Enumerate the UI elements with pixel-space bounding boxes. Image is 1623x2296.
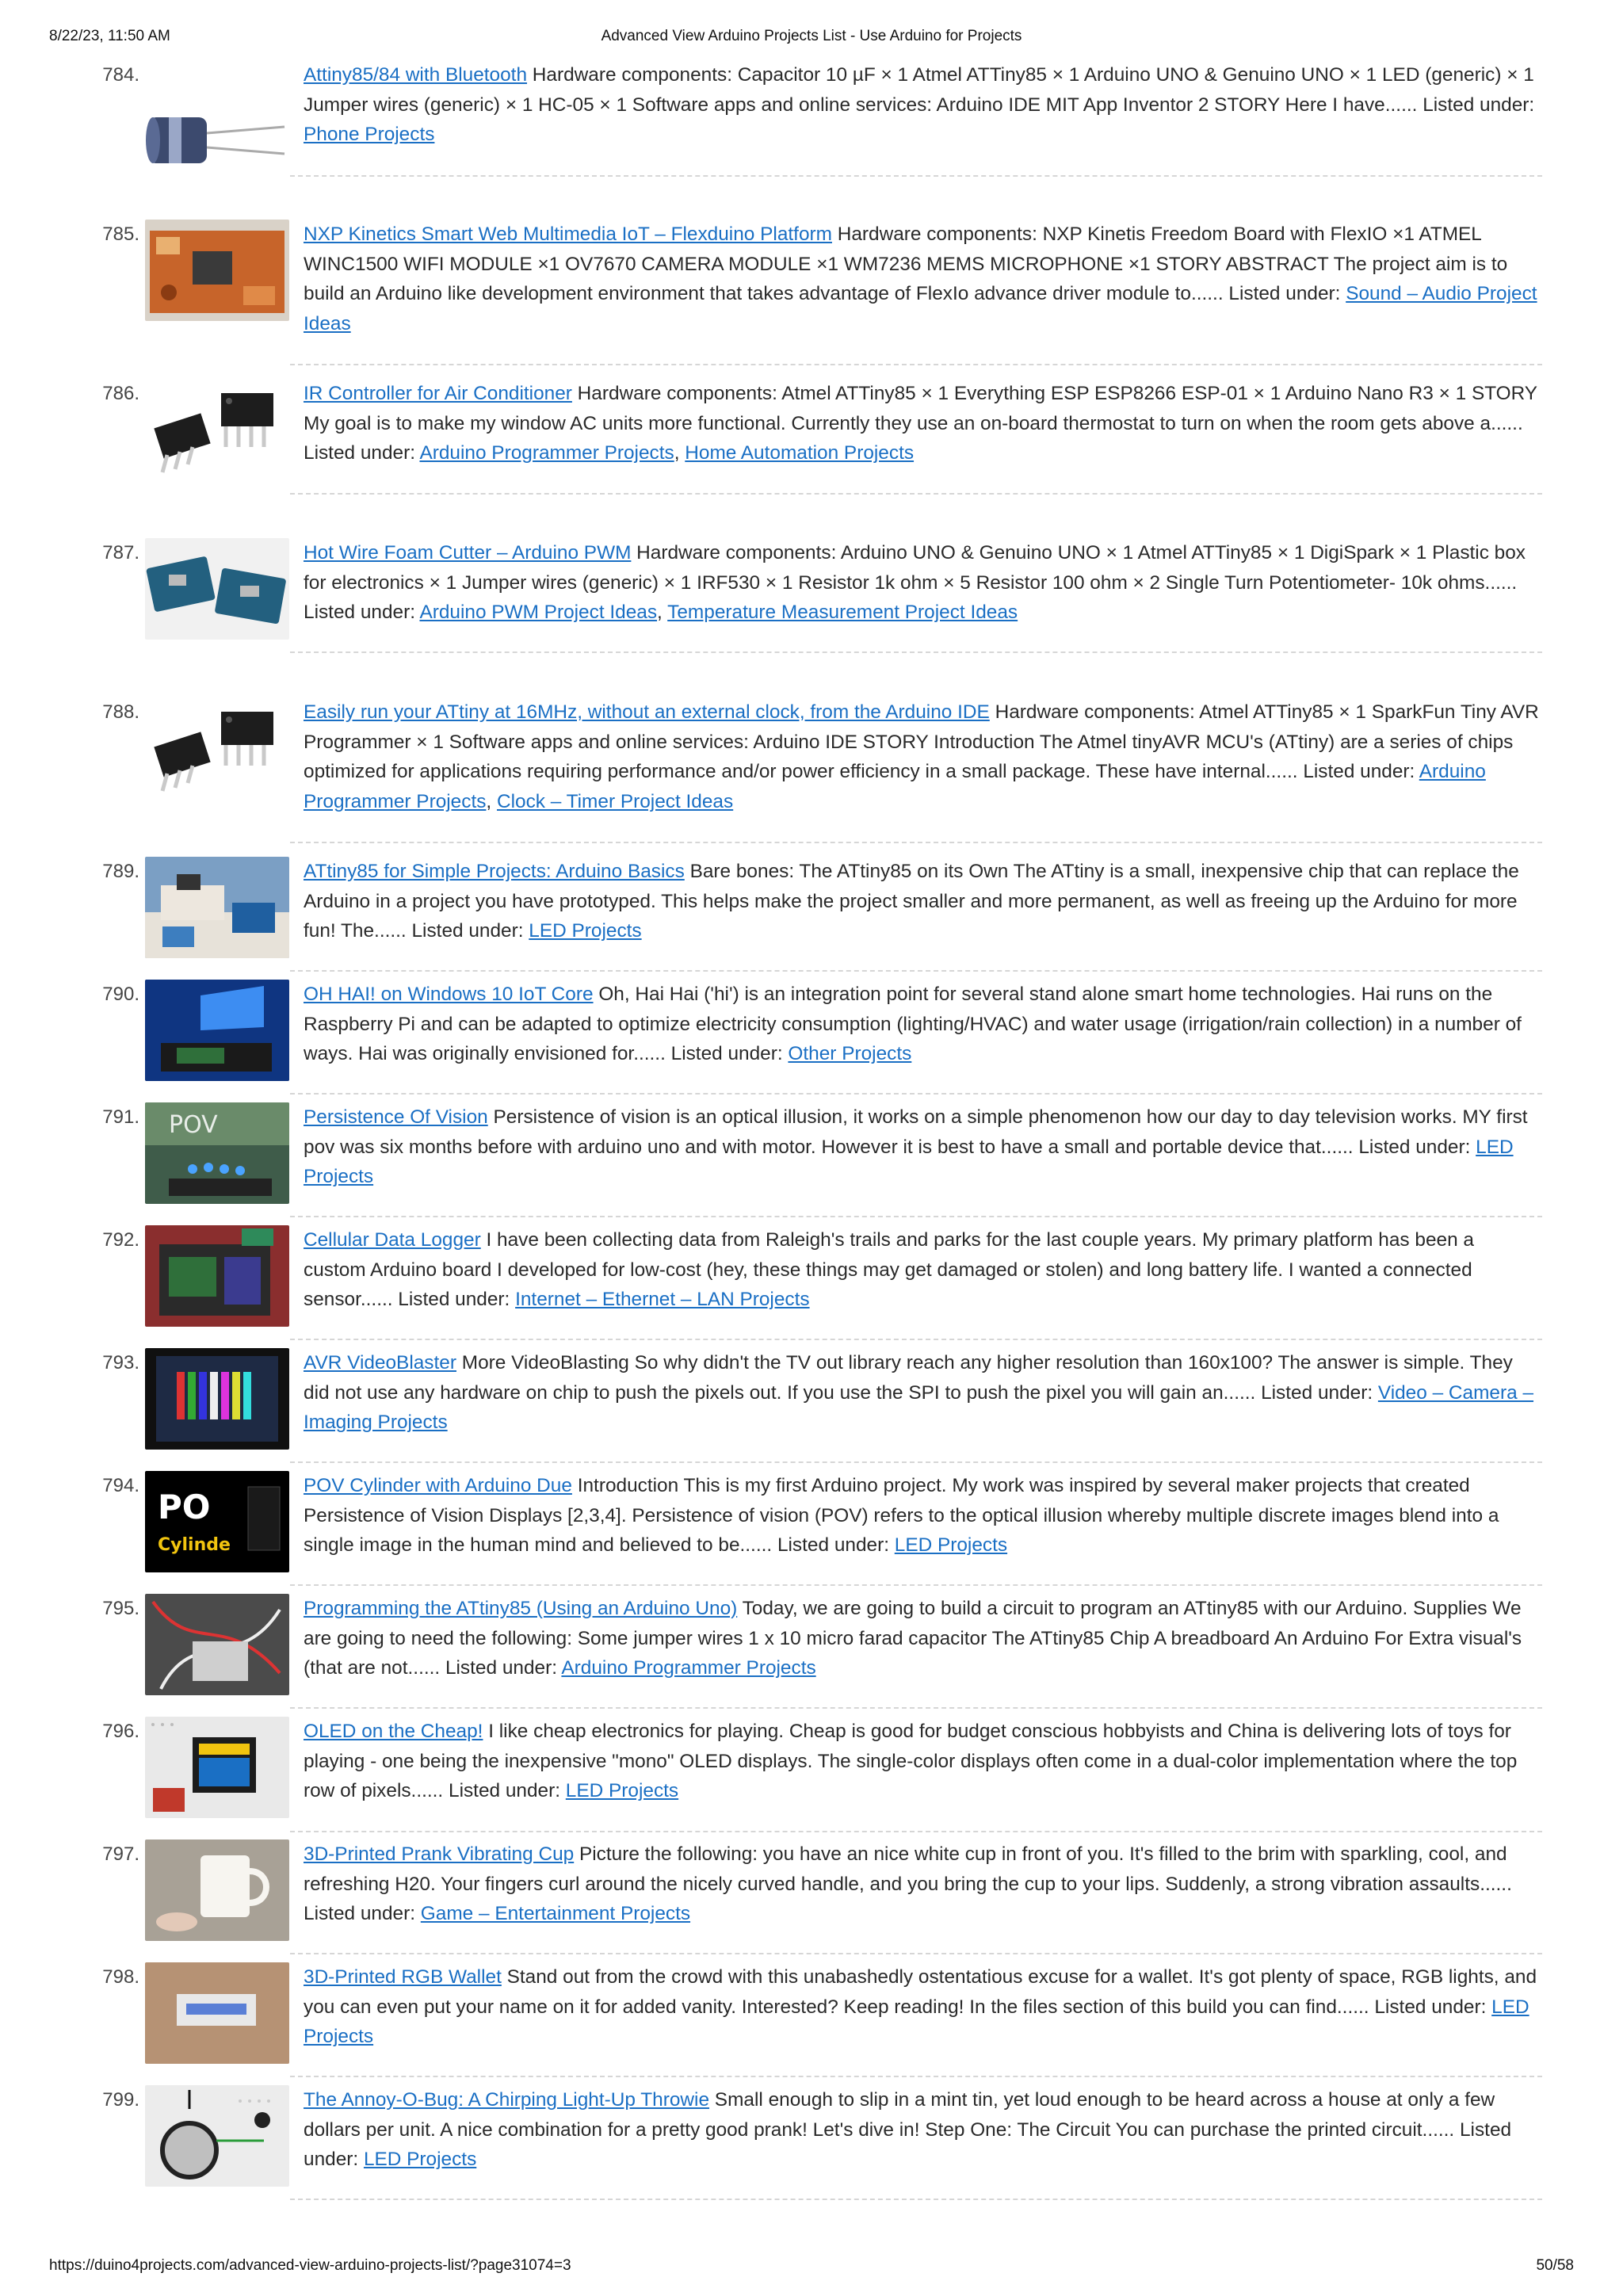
- project-thumbnail[interactable]: [145, 1102, 289, 1204]
- item-number: 795.: [102, 1598, 139, 1619]
- project-title-link[interactable]: POV Cylinder with Arduino Due: [304, 1475, 572, 1496]
- project-thumbnail[interactable]: [145, 697, 289, 799]
- item-number: 791.: [102, 1106, 139, 1128]
- project-description: [304, 857, 1541, 946]
- item-number: 796.: [102, 1721, 139, 1742]
- project-summary: I have been collecting data from Raleigh's trails and parks for the last couple years. My primary platform has been a custom Arduino board I developed for low-cost (hey, these things may get damaged or stolen) and long battery life. I wanted a connected sensor......: [304, 1229, 1474, 1311]
- category-link[interactable]: Phone Projects: [304, 124, 435, 146]
- item-divider: [290, 1339, 1542, 1340]
- svg-text:PO: PO: [158, 1488, 211, 1526]
- project-thumbnail[interactable]: [145, 980, 289, 1081]
- project-title-link[interactable]: OH HAI! on Windows 10 IoT Core: [304, 984, 594, 1005]
- item-number: 786.: [102, 383, 139, 404]
- project-thumbnail[interactable]: [145, 1839, 289, 1941]
- item-divider: [290, 970, 1542, 972]
- project-description: [304, 1839, 1541, 1929]
- listed-under-label: Listed under:: [304, 602, 420, 624]
- project-title-link[interactable]: Persistence Of Vision: [304, 1106, 488, 1128]
- project-thumbnail[interactable]: [145, 1471, 289, 1572]
- project-description: [304, 1962, 1541, 2052]
- listed-under-label: Listed under:: [449, 1780, 566, 1802]
- category-link[interactable]: Arduino Programmer Projects: [419, 442, 674, 464]
- listed-under-label: Listed under:: [1374, 1996, 1492, 2018]
- item-divider: [290, 1461, 1542, 1463]
- item-divider: [290, 1831, 1542, 1832]
- project-summary: Hardware components: Atmel ATTiny85 × 1 Everything ESP ESP8266 ESP-01 × 1 Arduino Nano R3 × 1 STORY My goal is to make my window AC units more functional. Currently they use an on-board thermostat to turn on when the room gets above a......: [304, 383, 1537, 434]
- project-description: [304, 538, 1541, 628]
- listed-under-label: Listed under:: [445, 1657, 562, 1679]
- print-page-title: Advanced View Arduino Projects List - Use Arduino for Projects: [601, 28, 1022, 44]
- project-summary: Introduction This is my first Arduino project. My work was inspired by several maker projects that created Persistence of Vision Displays [2,3,4]. Persistence of vision (POV) refers to the optical illusion whereby multiple discrete images blend into a single image in the human mind and believed to be......: [304, 1475, 1499, 1557]
- category-link[interactable]: Video – Camera – Imaging Projects: [304, 1381, 1534, 1434]
- svg-text:Cylinde: Cylinde: [158, 1535, 231, 1555]
- project-thumbnail[interactable]: [145, 1348, 289, 1450]
- category-link[interactable]: Other Projects: [788, 1043, 912, 1065]
- project-description: [304, 1102, 1541, 1192]
- project-summary: Picture the following: you have an nice white cup in front of you. It's filled to the brim with sparkling, cool, and refreshing H20. Your fingers curl around the nicely curved handle, and you bring the cup to your lips. Suddenly, a strong vibration assaults......: [304, 1843, 1512, 1895]
- item-divider: [290, 1707, 1542, 1709]
- project-description: [304, 2085, 1541, 2175]
- project-description: [304, 1594, 1541, 1683]
- listed-under-label: Listed under:: [1228, 283, 1346, 305]
- project-summary: Oh, Hai Hai ('hi') is an integration point for several stand alone smart home technologies. Hai runs on the Raspberry Pi and can be adapted to optimize electricity consumption (lighting/HVAC) and water usage (irrigation/rain collection) in a number of ways. Hai was originally envisioned for......: [304, 984, 1522, 1065]
- listed-under-label: Listed under:: [670, 1043, 789, 1065]
- print-page-number: 50/58: [1536, 2257, 1574, 2274]
- project-thumbnail[interactable]: [145, 857, 289, 958]
- project-title-link[interactable]: ATtiny85 for Simple Projects: Arduino Basics: [304, 861, 685, 882]
- category-link[interactable]: Game – Entertainment Projects: [420, 1903, 691, 1925]
- item-number: 798.: [102, 1966, 139, 1988]
- project-thumbnail[interactable]: [145, 220, 289, 321]
- item-divider: [290, 175, 1542, 177]
- listed-under-label: Listed under:: [777, 1534, 895, 1557]
- item-divider: [290, 1216, 1542, 1217]
- project-description: [304, 697, 1541, 816]
- project-summary: Hardware components: Atmel ATTiny85 × 1 SparkFun Tiny AVR Programmer × 1 Software apps and online services: Arduino IDE STORY Introduction The Atmel tinyAVR MCU's (ATtiny) are a series of chips optimized for applications requiring performance and/or power efficiency in a small package. These have internal......: [304, 701, 1539, 783]
- project-summary: Stand out from the crowd with this unabashedly ostentatious excuse for a wallet. It's got plenty of space, RGB lights, and you can even put your name on it for added vanity. Interested? Keep reading! In the files section of this build you can find......: [304, 1966, 1537, 2018]
- item-number: 797.: [102, 1843, 139, 1865]
- listed-under-label: Listed under:: [1261, 1381, 1378, 1404]
- category-link[interactable]: LED Projects: [565, 1780, 679, 1802]
- listed-under-label: Listed under:: [1303, 761, 1419, 783]
- project-thumbnail[interactable]: [145, 1594, 289, 1695]
- category-separator: ,: [486, 790, 497, 812]
- project-thumbnail[interactable]: [145, 1717, 289, 1818]
- item-number: 799.: [102, 2089, 139, 2111]
- project-title-link[interactable]: Programming the ATtiny85 (Using an Arduino Uno): [304, 1598, 738, 1619]
- project-thumbnail[interactable]: [145, 1225, 289, 1327]
- item-divider: [290, 2076, 1542, 2077]
- project-summary: Today, we are going to build a circuit to program an ATtiny85 with our Arduino. Supplies We are going to need the following: Some jumper wires 1 x 10 micro farad capacitor The ATtiny85 Chip A breadboard An Arduino For Extra visual's (that are not......: [304, 1598, 1522, 1679]
- project-title-link[interactable]: OLED on the Cheap!: [304, 1721, 483, 1742]
- item-number: 785.: [102, 223, 139, 245]
- item-divider: [290, 2199, 1542, 2200]
- svg-text:POV: POV: [169, 1111, 218, 1139]
- project-summary: I like cheap electronics for playing. Cheap is good for budget conscious hobbyists and China is delivering lots of toys for playing - one being the inexpensive "mono" OLED displays. The single-color displays often come in a dual-color implementation where the top row of pixels......: [304, 1721, 1518, 1802]
- listed-under-label: Listed under:: [411, 920, 529, 942]
- category-link[interactable]: Sound – Audio Project Ideas: [304, 283, 1537, 334]
- item-number: 790.: [102, 984, 139, 1005]
- project-title-link[interactable]: IR Controller for Air Conditioner: [304, 383, 572, 404]
- project-title-link[interactable]: The Annoy-O-Bug: A Chirping Light-Up Throwie: [304, 2089, 710, 2111]
- category-link[interactable]: LED Projects: [304, 1136, 1514, 1188]
- item-divider: [290, 364, 1542, 365]
- listed-under-label: Listed under:: [304, 1903, 421, 1925]
- project-title-link[interactable]: Hot Wire Foam Cutter – Arduino PWM: [304, 542, 632, 563]
- project-thumbnail[interactable]: [145, 1962, 289, 2064]
- project-title-link[interactable]: NXP Kinetics Smart Web Multimedia IoT – Flexduino Platform: [304, 223, 832, 245]
- category-separator: ,: [657, 602, 668, 624]
- project-summary: Persistence of vision is an optical illusion, it works on a simple phenomenon how our day to day television works. MY first pov was six months before with arduino uno and with motor. However it is best to have a small and portable device that......: [304, 1106, 1528, 1158]
- category-link[interactable]: Clock – Timer Project Ideas: [496, 790, 734, 812]
- item-number: 784.: [102, 64, 139, 86]
- print-header: [49, 28, 1574, 48]
- item-divider: [290, 1093, 1542, 1095]
- project-title-link[interactable]: 3D-Printed Prank Vibrating Cup: [304, 1843, 575, 1865]
- project-summary: Hardware components: NXP Kinetis Freedom Board with FlexIO ×1 ATMEL WINC1500 WIFI MODULE ×1 OV7670 CAMERA MODULE ×1 WM7236 MEMS MICROPHONE ×1 STORY ABSTRACT The project aim is to build an Arduino like development environment that takes advantage of FlexIo advance driver module to......: [304, 223, 1508, 305]
- project-title-link[interactable]: AVR VideoBlaster: [304, 1352, 456, 1373]
- item-divider: [290, 493, 1542, 495]
- project-title-link[interactable]: Attiny85/84 with Bluetooth: [304, 64, 528, 86]
- project-title-link[interactable]: 3D-Printed RGB Wallet: [304, 1966, 502, 1988]
- project-description: [304, 379, 1541, 468]
- project-title-link[interactable]: Cellular Data Logger: [304, 1229, 481, 1251]
- project-summary: Bare bones: The ATtiny85 on its Own The ATtiny is a small, inexpensive chip that can replace the Arduino in a project you have prototyped. This helps make the project smaller and more permanent, as well as freeing up the Arduino for more fun! The......: [304, 861, 1519, 942]
- item-number: 788.: [102, 701, 139, 723]
- project-description: [304, 60, 1541, 150]
- project-description: [304, 220, 1541, 338]
- listed-under-label: Listed under:: [1423, 94, 1535, 116]
- print-footer: [49, 2257, 1574, 2278]
- category-link[interactable]: Arduino Programmer Projects: [304, 761, 1486, 812]
- category-link[interactable]: LED Projects: [304, 1996, 1529, 2048]
- category-separator: ,: [674, 442, 685, 464]
- project-summary: Hardware components: Capacitor 10 µF × 1 Atmel ATTiny85 × 1 Arduino UNO & Genuino UNO × 1 LED (generic) × 1 Jumper wires (generic) × 1 HC-05 × 1 Software apps and online services: Arduino IDE MIT App Inventor 2 STORY Here I have......: [304, 64, 1534, 116]
- project-thumbnail[interactable]: [145, 2085, 289, 2187]
- project-description: [304, 1225, 1541, 1315]
- category-link[interactable]: Arduino PWM Project Ideas: [419, 602, 658, 624]
- listed-under-label: Listed under:: [304, 442, 420, 464]
- category-link[interactable]: Home Automation Projects: [685, 442, 915, 464]
- listed-under-label: Listed under:: [398, 1289, 516, 1311]
- project-summary: More VideoBlasting So why didn't the TV out library reach any higher resolution than 160x100? The answer is simple. They did not use any hardware on chip to push the pixels out. If you use the SPI to push the pixel you will gain an......: [304, 1352, 1513, 1404]
- listed-under-label: Listed under:: [304, 2118, 1512, 2171]
- category-link[interactable]: LED Projects: [363, 2149, 477, 2171]
- item-divider: [290, 1953, 1542, 1954]
- item-number: 792.: [102, 1229, 139, 1251]
- listed-under-label: Listed under:: [1358, 1136, 1476, 1158]
- item-divider: [290, 651, 1542, 653]
- project-summary: Small enough to slip in a mint tin, yet loud enough to be heard across a house at only a few dollars per unit. A nice combination for a pretty good prank! Let's dive in! Step One: The Circuit You can purchase the printed circuit......: [304, 2089, 1495, 2141]
- project-description: [304, 1717, 1541, 1806]
- item-number: 787.: [102, 542, 139, 563]
- category-link[interactable]: Temperature Measurement Project Ideas: [667, 602, 1018, 624]
- item-divider: [290, 842, 1542, 843]
- category-link[interactable]: LED Projects: [894, 1534, 1008, 1557]
- item-divider: [290, 1584, 1542, 1586]
- project-description: [304, 1348, 1541, 1438]
- project-thumbnail[interactable]: [145, 379, 289, 480]
- item-number: 794.: [102, 1475, 139, 1496]
- project-description: [304, 980, 1541, 1069]
- item-number: 793.: [102, 1352, 139, 1373]
- item-number: 789.: [102, 861, 139, 882]
- category-link[interactable]: Internet – Ethernet – LAN Projects: [515, 1289, 810, 1311]
- project-thumbnail[interactable]: [145, 86, 289, 187]
- category-link[interactable]: LED Projects: [529, 920, 642, 942]
- print-url: https://duino4projects.com/advanced-view-arduino-projects-list/?page31074=3: [49, 2257, 571, 2274]
- project-title-link[interactable]: Easily run your ATtiny at 16MHz, without an external clock, from the Arduino IDE: [304, 701, 990, 723]
- project-thumbnail[interactable]: [145, 538, 289, 640]
- project-description: [304, 1471, 1541, 1561]
- category-link[interactable]: Arduino Programmer Projects: [561, 1657, 816, 1679]
- print-datetime: 8/22/23, 11:50 AM: [49, 28, 170, 44]
- project-summary: Hardware components: Arduino UNO & Genuino UNO × 1 Atmel ATTiny85 × 1 DigiSpark × 1 Plastic box for electronics × 1 Jumper wires (generic) × 1 IRF530 × 1 Resistor 1k ohm × 5 Resistor 100 ohm × 2 Single Turn Potentiometer- 10k ohms......: [304, 542, 1526, 594]
